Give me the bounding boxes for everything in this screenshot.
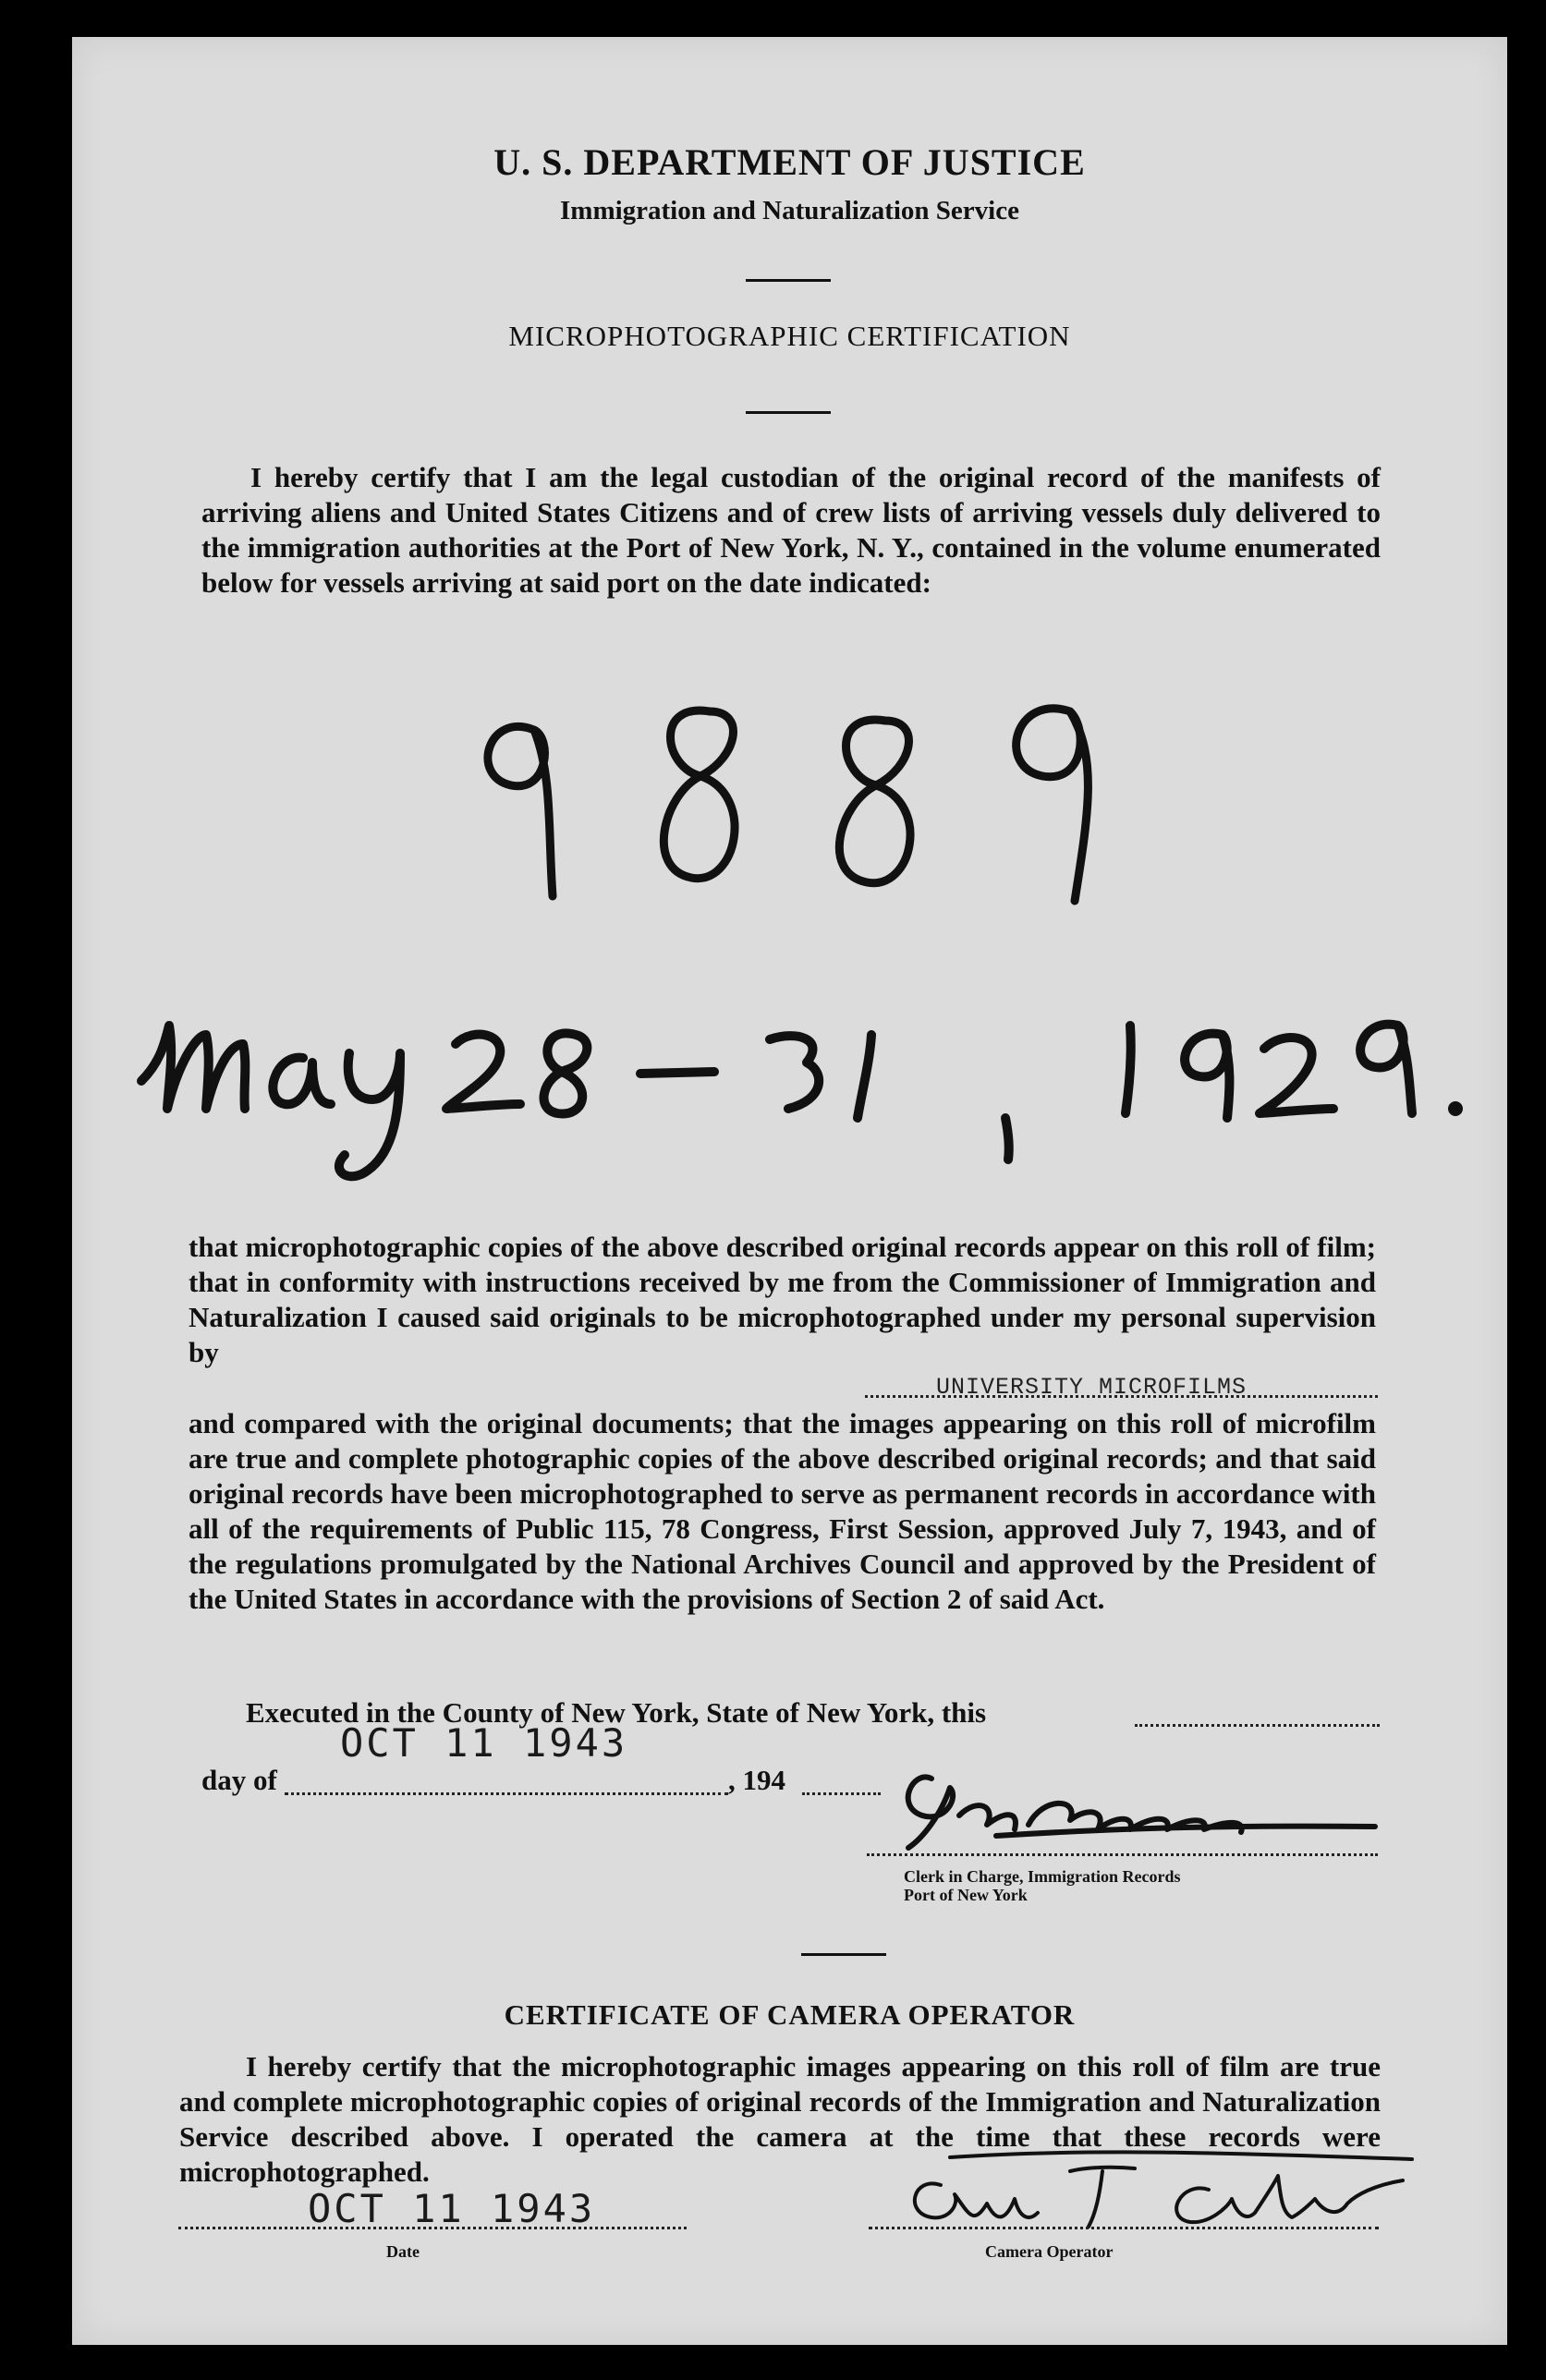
operator-signature-ink xyxy=(858,2148,1430,2250)
handwritten-volume-number xyxy=(423,674,1144,905)
certification-body-part1 xyxy=(189,1230,1376,1370)
camera-certificate-title: CERTIFICATE OF CAMERA OPERATOR xyxy=(504,1998,1076,2031)
body-part1-text: that microphotographic copies of the above described original records appear on this roll of film; that in conformity with instructions received by me from the Commissioner of Immigration and Naturalization I caused said originals to be microphotographed under my personal supervision by xyxy=(189,1231,1376,1368)
camera-date-stamp: OCT 11 1943 xyxy=(308,2186,596,2231)
camera-certificate-text: I hereby certify that the microphotographic images appearing on this roll of film are true and complete microphotographic copies of original records of the Immigration and Naturalization Service described above. I operated the camera at the time that these records were microphotographed. xyxy=(179,2050,1381,2188)
day-of-label: day of xyxy=(201,1764,277,1796)
certification-body-part2: and compared with the original documents; that the images appearing on this roll of microfilm are true and complete photographic copies of the above described original records; and that said original records have been microphotographed to serve as permanent records in accordance with all of the requirements of Public 115, 78 Congress, First Session, approved July 7, 1943, and of the regulations promulgated by the National Archives Council and approved by the President of the United States in accordance with the provisions of Section 2 of said Act. xyxy=(189,1407,1376,1615)
clerk-title-line2: Port of New York xyxy=(904,1886,1028,1904)
day-dotted-line xyxy=(285,1792,728,1795)
execution-date-stamp: OCT 11 1943 xyxy=(340,1720,628,1766)
volume-number-handwriting xyxy=(423,674,1144,905)
certificate-page xyxy=(72,37,1507,2345)
divider xyxy=(746,411,831,414)
divider xyxy=(801,1953,886,1956)
service-subheading: Immigration and Naturalization Service xyxy=(560,196,1019,225)
date-label: Date xyxy=(386,2242,420,2261)
executed-dotted-line xyxy=(1135,1724,1380,1727)
clerk-title-line1: Clerk in Charge, Immigration Records xyxy=(904,1867,1181,1886)
supervisor-dotted-line xyxy=(865,1395,1378,1398)
camera-operator-label: Camera Operator xyxy=(985,2242,1114,2261)
date-dotted-line xyxy=(178,2227,687,2229)
divider xyxy=(746,279,831,282)
signature-dotted-line xyxy=(867,1853,1378,1856)
operator-dotted-line xyxy=(869,2227,1379,2229)
clerk-signature-ink xyxy=(858,1760,1412,1862)
supervisor-typed: UNIVERSITY MICROFILMS xyxy=(936,1374,1248,1401)
clerk-signature xyxy=(858,1760,1412,1866)
date-range-handwriting xyxy=(123,970,1509,1183)
department-heading: U. S. DEPARTMENT OF JUSTICE xyxy=(493,141,1086,183)
handwritten-date-range xyxy=(123,970,1509,1183)
certification-intro: I hereby certify that I am the legal custodian of the original record of the manifests of arriving aliens and United States Citizens and of crew lists of arriving vessels duly delivered to the immigration authorities at the Port of New York, N. Y., contained in the volume enumerated below for vessels arriving at said port on the date indicated: xyxy=(201,461,1381,599)
certification-title: MICROPHOTOGRAPHIC CERTIFICATION xyxy=(508,320,1071,352)
executed-text: Executed in the County of New York, State of New York, this xyxy=(246,1696,987,1729)
camera-operator-signature xyxy=(858,2148,1430,2254)
year-prefix: , 194 xyxy=(728,1764,785,1796)
